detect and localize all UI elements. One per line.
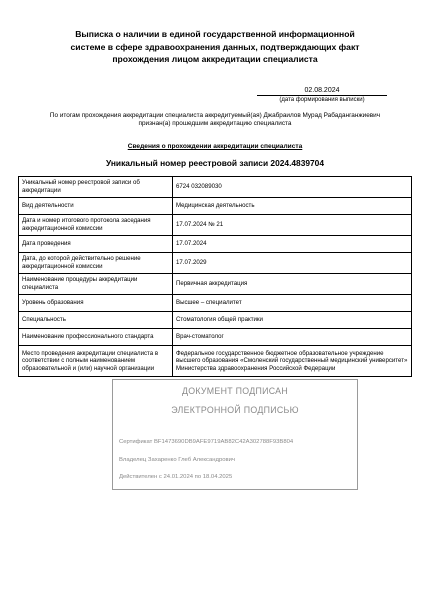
- row-value: Стоматология общей практики: [173, 312, 412, 329]
- stamp-title: ДОКУМЕНТ ПОДПИСАН: [181, 386, 289, 396]
- intro-text: [22, 112, 408, 128]
- row-label: Дата и номер итогового протокола заседания аккредитационной комиссии: [19, 215, 173, 236]
- stamp-owner: Владелец Захаренко Глеб Александрович: [119, 457, 235, 463]
- info-section-title: Сведения о прохождении аккредитации специалиста: [127, 143, 303, 150]
- row-label: Уникальный номер реестровой записи об аккредитации: [19, 177, 173, 198]
- table-row: [19, 329, 412, 346]
- intro-line: По итогам прохождения аккредитации специалиста аккредитуемый(ая) Джабраилов Мурад Рабаданганжиевич: [49, 112, 381, 119]
- row-value: 17.07.2029: [173, 253, 412, 274]
- table-row: [19, 236, 412, 253]
- row-label: Наименование профессионального стандарта: [19, 329, 173, 346]
- row-value: 17.07.2024: [173, 236, 412, 253]
- table-row: [19, 312, 412, 329]
- table-row: [19, 295, 412, 312]
- row-label: Наименование процедуры аккредитации специалиста: [19, 274, 173, 295]
- row-value: 6724 032089030: [173, 177, 412, 198]
- row-label: Место проведения аккредитации специалиста в соответствии с полным наименованием образовательной и (или) научной организации: [19, 346, 173, 377]
- title-line: системе в сфере здравоохранения данных, подтверждающих факт: [70, 41, 360, 52]
- row-value: Врач-стоматолог: [173, 329, 412, 346]
- row-label: Дата, до которой действительно решение аккредитационной комиссии: [19, 253, 173, 274]
- title-line: Выписка о наличии в единой государственной информационной: [75, 29, 355, 39]
- stamp-validity: Действителен с 24.01.2024 по 18.04.2025: [119, 474, 233, 480]
- registry-number-line: Уникальный номер реестровой записи 2024.4839704: [105, 158, 324, 168]
- formation-date-caption: (дата формирования выписки): [279, 97, 365, 103]
- row-label: Уровень образования: [19, 295, 173, 312]
- row-value: 17.07.2024 № 21: [173, 215, 412, 236]
- row-value: Первичная аккредитация: [173, 274, 412, 295]
- row-label: Дата проведения: [19, 236, 173, 253]
- row-label: Специальность: [19, 312, 173, 329]
- formation-date-block: [257, 86, 387, 104]
- table-row: [19, 198, 412, 215]
- electronic-signature-stamp: [112, 379, 358, 490]
- accreditation-table: [18, 176, 412, 377]
- table-row: [19, 177, 412, 198]
- row-label: Вид деятельности: [19, 198, 173, 215]
- formation-date: 02.08.2024: [257, 86, 387, 96]
- row-value: Высшее – специалитет: [173, 295, 412, 312]
- intro-line: признан(а) прошедшим аккредитацию специалиста: [138, 120, 292, 128]
- stamp-certificate: Сертификат BF1473690DB9AFE9719AB82C42A302788F93B804: [119, 439, 294, 445]
- row-value: Медицинская деятельность: [173, 198, 412, 215]
- table-row: [19, 274, 412, 295]
- document-title: [40, 28, 390, 66]
- table-row: [19, 215, 412, 236]
- table-row: [19, 253, 412, 274]
- title-line: прохождения лицом аккредитации специалиста: [112, 54, 318, 64]
- stamp-subtitle: ЭЛЕКТРОННОЙ ПОДПИСЬЮ: [171, 405, 299, 415]
- row-value: Федеральное государственное бюджетное образовательное учреждение высшего образования «Смоленский государственный медицинский университет» Министерства здравоохранения Российской Федерации: [173, 346, 412, 377]
- table-row: [19, 346, 412, 377]
